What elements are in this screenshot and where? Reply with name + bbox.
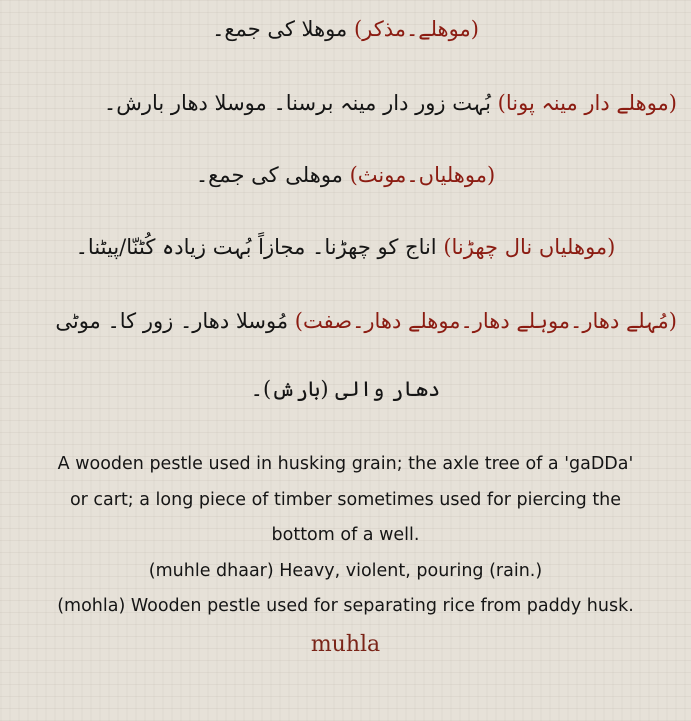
english-line: A wooden pestle used in husking grain; the axle tree of a 'gaDDa' (57, 454, 634, 474)
urdu-definition: موھلا کی جمع۔ (212, 17, 348, 41)
english-line: bottom of a well. (271, 525, 420, 545)
urdu-headword: (موھلیاں۔مونث) (349, 163, 496, 187)
urdu-definition: اناج کو چھڑنا۔ مجازاً بُہت زیادہ کُٹنّا/پیٹنا۔ (75, 235, 437, 259)
urdu-headword: (موھلے دار مینہ پونا) (497, 91, 677, 115)
urdu-line-5 (14, 306, 677, 336)
urdu-headword: (موھلے۔مذکر) (353, 17, 479, 41)
urdu-line-1 (14, 14, 677, 44)
urdu-definition: موھلی کی جمع۔ (195, 163, 343, 187)
urdu-headword: (مُہلے دھار۔موہلے دھار۔موھلے دھار۔صفت) (294, 309, 677, 333)
english-line: (muhle dhaar) Heavy, violent, pouring (rain.) (148, 560, 543, 581)
transliterated-word: muhla (310, 632, 381, 657)
urdu-definition: مُوسلا دھار۔ زور کا۔ موٹی (55, 309, 289, 333)
urdu-definition: دھار والی (بارش)۔ (250, 377, 441, 401)
english-line: or cart; a long piece of timber sometimes used for piercing the (69, 489, 622, 510)
urdu-line-3 (14, 160, 677, 190)
english-line: (mohla) Wooden pestle used for separating rice from paddy husk. (57, 596, 634, 616)
english-definition (6, 447, 685, 625)
urdu-headword: (موھلیاں نال چھڑنا) (443, 235, 616, 259)
urdu-line-6 (14, 374, 677, 404)
urdu-definition: بُہت زور دار مینہ برسنا۔ موسلا دھار بارش۔ (103, 91, 491, 115)
urdu-line-4 (14, 232, 677, 262)
urdu-line-2 (14, 88, 677, 118)
